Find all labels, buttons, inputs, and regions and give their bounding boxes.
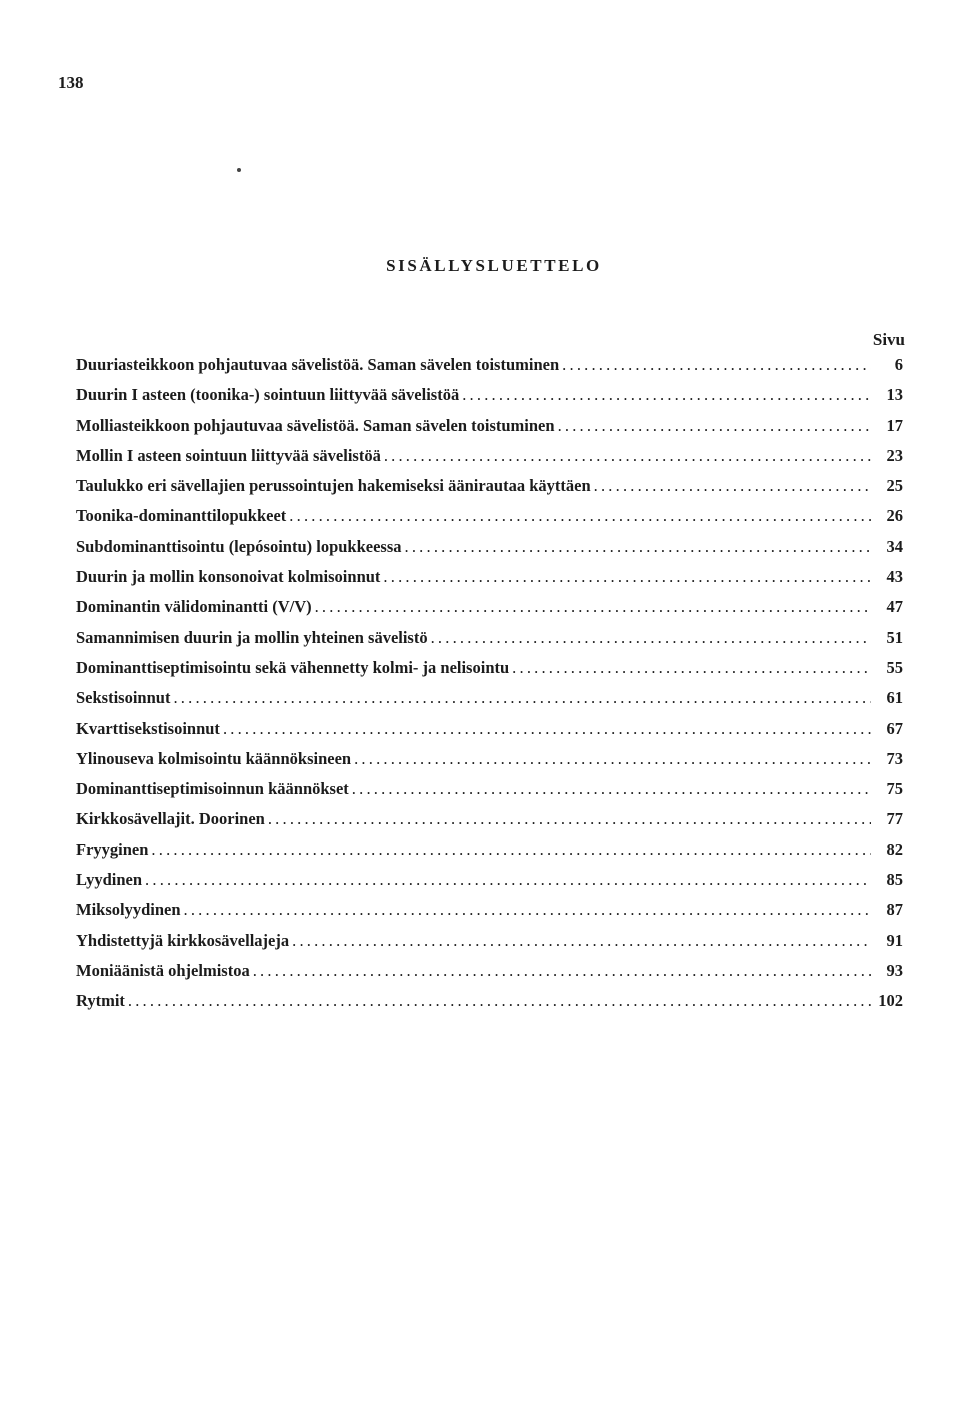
toc-entry (76, 385, 903, 415)
dot-leader (405, 537, 871, 557)
toc-entry-title: Duurin I asteen (toonika-) sointuun liittyvää sävelistöä (76, 385, 460, 405)
dot-leader (151, 840, 871, 860)
toc-entry-title: Subdominanttisointu (lepósointu) lopukkeessa (76, 536, 402, 556)
toc-entry (76, 961, 903, 991)
toc-entry-page: 67 (886, 718, 903, 738)
dot-leader (384, 446, 871, 466)
dot-leader (292, 931, 871, 951)
dot-leader (354, 749, 871, 769)
toc-entry-title: Toonika-dominanttilopukkeet (76, 506, 287, 526)
toc-entry (76, 446, 903, 476)
toc-entry (76, 809, 903, 839)
dot-leader (289, 506, 871, 526)
toc-entry-page: 82 (886, 839, 903, 859)
toc-entry (76, 719, 903, 749)
toc-entry-page: 61 (886, 688, 903, 708)
toc-entry-title: Fryyginen (76, 839, 149, 859)
dot-leader (128, 991, 871, 1011)
toc-entry-title: Dominanttiseptimisoinnun käännökset (76, 779, 349, 799)
dot-leader (558, 416, 871, 436)
toc-entry-page: 73 (886, 748, 903, 768)
toc-entry (76, 567, 903, 597)
toc-entry-page: 102 (878, 991, 903, 1011)
dot-leader (512, 658, 871, 678)
toc-entry-page: 93 (886, 960, 903, 980)
toc-entry (76, 506, 903, 536)
toc-entry-page: 25 (886, 476, 903, 496)
toc-entry-title: Moniäänistä ohjelmistoa (76, 960, 250, 980)
print-speck (237, 168, 241, 172)
toc-entry-title: Samannimisen duurin ja mollin yhteinen sävelistö (76, 627, 428, 647)
toc-entry (76, 900, 903, 930)
toc-entry-page: 6 (894, 355, 903, 374)
toc-entry-page: 34 (886, 536, 903, 556)
toc-entry (76, 749, 903, 779)
dot-leader (562, 355, 871, 375)
toc-entry-page: 91 (886, 930, 903, 950)
toc-entry-title: Miksolyydinen (76, 900, 181, 920)
dot-leader (173, 688, 871, 708)
dot-leader (268, 809, 871, 829)
toc-entry-title: Dominanttiseptimisointu sekä vähennetty kolmi- ja nelisointu (76, 657, 510, 677)
toc-entry-page: 26 (886, 506, 903, 526)
toc-entry-page: 75 (886, 779, 903, 799)
toc-entry-title: Duuriasteikkoon pohjautuvaa sävelistöä. Saman sävelen toistuminen (76, 355, 560, 374)
toc-entry-title: Molliasteikkoon pohjautuvaa sävelistöä. Saman sävelen toistuminen (76, 415, 555, 435)
toc-entry (76, 537, 903, 567)
dot-leader (145, 870, 871, 890)
toc-entry-title: Duurin ja mollin konsonoivat kolmisoinnut (76, 567, 381, 587)
toc-entry (76, 870, 903, 900)
dot-leader (594, 476, 871, 496)
toc-entry-page: 87 (886, 900, 903, 920)
dot-leader (184, 900, 871, 920)
toc-entry (76, 991, 903, 1021)
toc-entry-title: Rytmit (76, 991, 125, 1011)
page-column-header: Sivu (872, 330, 905, 349)
dot-leader (223, 719, 871, 739)
toc-entry-page: 13 (886, 385, 903, 405)
toc-entry-page: 77 (886, 809, 903, 829)
toc-entry-page: 47 (886, 597, 903, 617)
toc-entry (76, 658, 903, 688)
toc-entry (76, 416, 903, 446)
toc-entry-page: 51 (886, 627, 903, 647)
page-number: 138 (58, 73, 84, 92)
toc-entry (76, 476, 903, 506)
toc-entry (76, 840, 903, 870)
toc-entry-title: Taulukko eri sävellajien perussointujen hakemiseksi äänirautaa käyttäen (76, 476, 591, 496)
toc-entry-title: Ylinouseva kolmisointu käännöksineen (76, 748, 352, 768)
toc-entry-page: 85 (886, 870, 903, 890)
toc-entry (76, 597, 903, 627)
toc-entry-page: 43 (886, 567, 903, 587)
toc-entry-title: Mollin I asteen sointuun liittyvää sävelistöä (76, 445, 381, 465)
toc-entry-title: Sekstisoinnut (76, 688, 171, 708)
dot-leader (253, 961, 871, 981)
toc-entry (76, 355, 903, 385)
toc-entry-page: 23 (886, 445, 903, 465)
toc-entry-title: Kirkkosävellajit. Doorinen (76, 809, 265, 829)
dot-leader (383, 567, 871, 587)
toc-entry (76, 688, 903, 718)
toc-entry-title: Kvarttisekstisoinnut (76, 718, 220, 738)
dot-leader (431, 628, 871, 648)
toc-entry-page: 17 (886, 415, 903, 435)
toc-entry-title: Lyydinen (76, 870, 143, 890)
page-title: SISÄLLYSLUETTELO (386, 256, 602, 275)
toc-entry (76, 931, 903, 961)
toc-entry-page: 55 (886, 657, 903, 677)
toc-entry-title: Yhdistettyjä kirkkosävellajeja (76, 930, 290, 950)
toc-entry (76, 628, 903, 658)
toc-entry (76, 779, 903, 809)
dot-leader (315, 597, 871, 617)
table-of-contents (76, 355, 903, 1022)
dot-leader (462, 385, 871, 405)
toc-entry-title: Dominantin välidominantti (V/V) (76, 597, 312, 617)
dot-leader (352, 779, 871, 799)
